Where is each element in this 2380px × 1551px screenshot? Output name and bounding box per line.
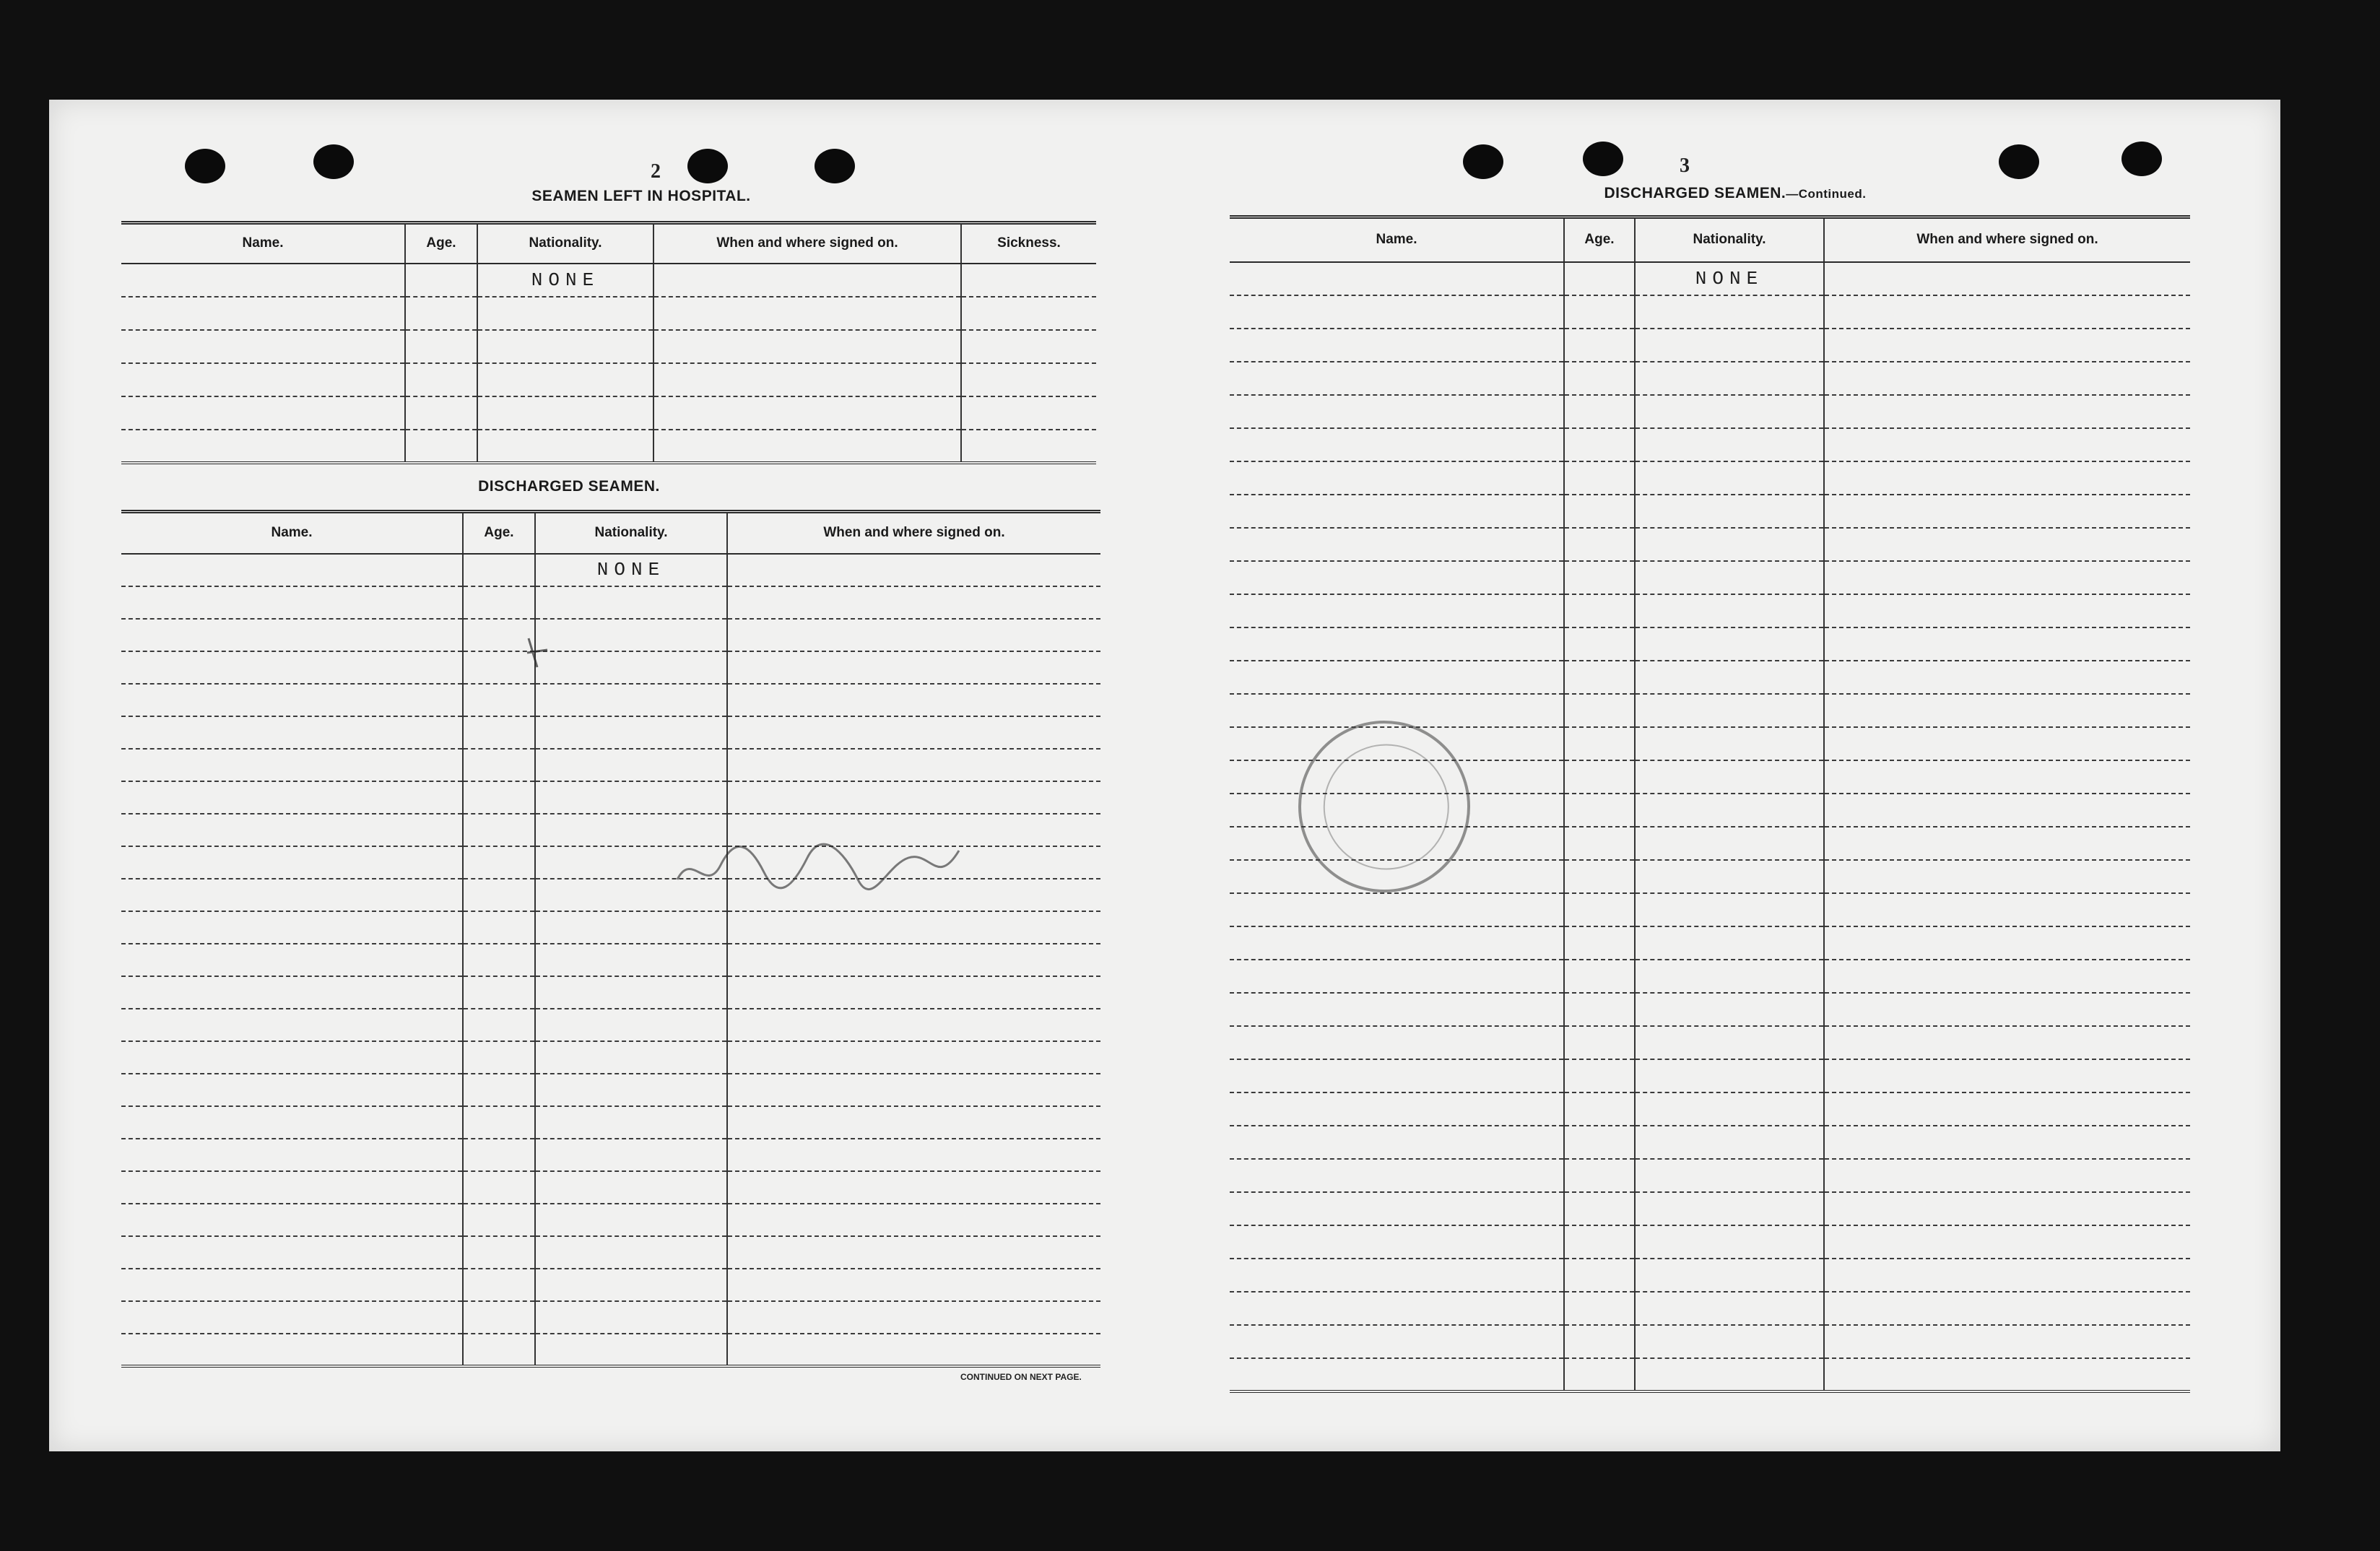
- table-row: [1230, 329, 2190, 362]
- table-row: [121, 363, 1096, 396]
- page-number: 2: [651, 160, 661, 183]
- page-number: 3: [1680, 155, 1690, 177]
- none-entry: NONE: [1635, 262, 1824, 295]
- table-row: [121, 554, 1100, 586]
- col-nationality: Nationality.: [535, 512, 727, 554]
- table-row: [1230, 1159, 2190, 1192]
- table-row: [1230, 495, 2190, 528]
- table-row: [121, 1074, 1100, 1106]
- section-title-discharged-continued: [1446, 185, 2024, 202]
- table-row: [121, 264, 1096, 297]
- table-row: [1230, 428, 2190, 461]
- check-mark: [523, 631, 552, 674]
- table-row: [121, 749, 1100, 781]
- table-row: [1230, 960, 2190, 993]
- table-row: [121, 1236, 1100, 1269]
- handwriting-scribble: [670, 822, 973, 908]
- col-signed-on: When and where signed on.: [653, 223, 961, 264]
- col-signed-on: When and where signed on.: [1824, 217, 2190, 262]
- continued-note: CONTINUED ON NEXT PAGE.: [960, 1372, 1082, 1382]
- table-row: [1230, 893, 2190, 926]
- punch-hole: [687, 149, 728, 183]
- table-row: [1230, 561, 2190, 594]
- col-nationality: Nationality.: [477, 223, 653, 264]
- table-row: [1230, 1092, 2190, 1126]
- none-entry: NONE: [535, 554, 727, 586]
- hospital-table: [121, 221, 1096, 464]
- table-row: [121, 1269, 1100, 1301]
- table-row: [1230, 1026, 2190, 1059]
- table-row: [1230, 1292, 2190, 1325]
- table-row: [1230, 661, 2190, 694]
- table-row: [1230, 1225, 2190, 1259]
- col-name: Name.: [1230, 217, 1564, 262]
- table-row: [121, 330, 1096, 363]
- table-row: [1230, 395, 2190, 428]
- punch-hole: [1583, 142, 1623, 176]
- table-row: [121, 976, 1100, 1009]
- punch-hole: [185, 149, 225, 183]
- punch-hole: [815, 149, 855, 183]
- table-row: [121, 1106, 1100, 1139]
- table-row: [121, 1301, 1100, 1334]
- continued-suffix: —Continued.: [1786, 187, 1867, 201]
- table-row: [121, 651, 1100, 684]
- section-title-text: DISCHARGED SEAMEN.: [1604, 185, 1786, 201]
- punch-hole: [313, 144, 354, 179]
- table-row: [121, 1009, 1100, 1041]
- table-row: [1230, 993, 2190, 1026]
- table-row: [1230, 1126, 2190, 1159]
- table-row: [121, 1139, 1100, 1171]
- col-name: Name.: [121, 512, 463, 554]
- none-entry: NONE: [477, 264, 653, 297]
- table-row: [121, 684, 1100, 716]
- section-title-hospital: SEAMEN LEFT IN HOSPITAL.: [531, 188, 751, 204]
- table-row: [1230, 1192, 2190, 1225]
- col-name: Name.: [121, 223, 405, 264]
- col-signed-on: When and where signed on.: [727, 512, 1100, 554]
- table-row: [121, 944, 1100, 976]
- col-age: Age.: [463, 512, 535, 554]
- col-age: Age.: [1564, 217, 1635, 262]
- table-row: [1230, 1325, 2190, 1358]
- table-row: [1230, 1259, 2190, 1292]
- table-row: [1230, 362, 2190, 395]
- table-row: [1230, 926, 2190, 960]
- table-row: [121, 1334, 1100, 1366]
- table-row: [121, 586, 1100, 619]
- table-row: [1230, 594, 2190, 627]
- table-row: [1230, 461, 2190, 495]
- table-row: [121, 430, 1096, 463]
- table-row: [1230, 528, 2190, 561]
- table-row: [1230, 262, 2190, 295]
- col-nationality: Nationality.: [1635, 217, 1824, 262]
- table-row: [1230, 627, 2190, 661]
- table-row: [121, 1041, 1100, 1074]
- table-row: [1230, 1358, 2190, 1391]
- document-sheet: [49, 100, 2280, 1451]
- col-age: Age.: [405, 223, 477, 264]
- table-row: [121, 619, 1100, 651]
- table-row: [1230, 295, 2190, 329]
- section-title-discharged: DISCHARGED SEAMEN.: [478, 478, 660, 495]
- table-row: [121, 1204, 1100, 1236]
- table-row: [121, 911, 1100, 944]
- table-row: [121, 716, 1100, 749]
- discharged-table: [121, 510, 1100, 1368]
- table-row: [121, 1171, 1100, 1204]
- table-row: [121, 297, 1096, 330]
- punch-hole: [2121, 142, 2162, 176]
- col-sickness: Sickness.: [961, 223, 1096, 264]
- punch-hole: [1463, 144, 1503, 179]
- table-row: [1230, 1059, 2190, 1092]
- punch-hole: [1999, 144, 2039, 179]
- table-row: [121, 396, 1096, 430]
- table-row: [121, 781, 1100, 814]
